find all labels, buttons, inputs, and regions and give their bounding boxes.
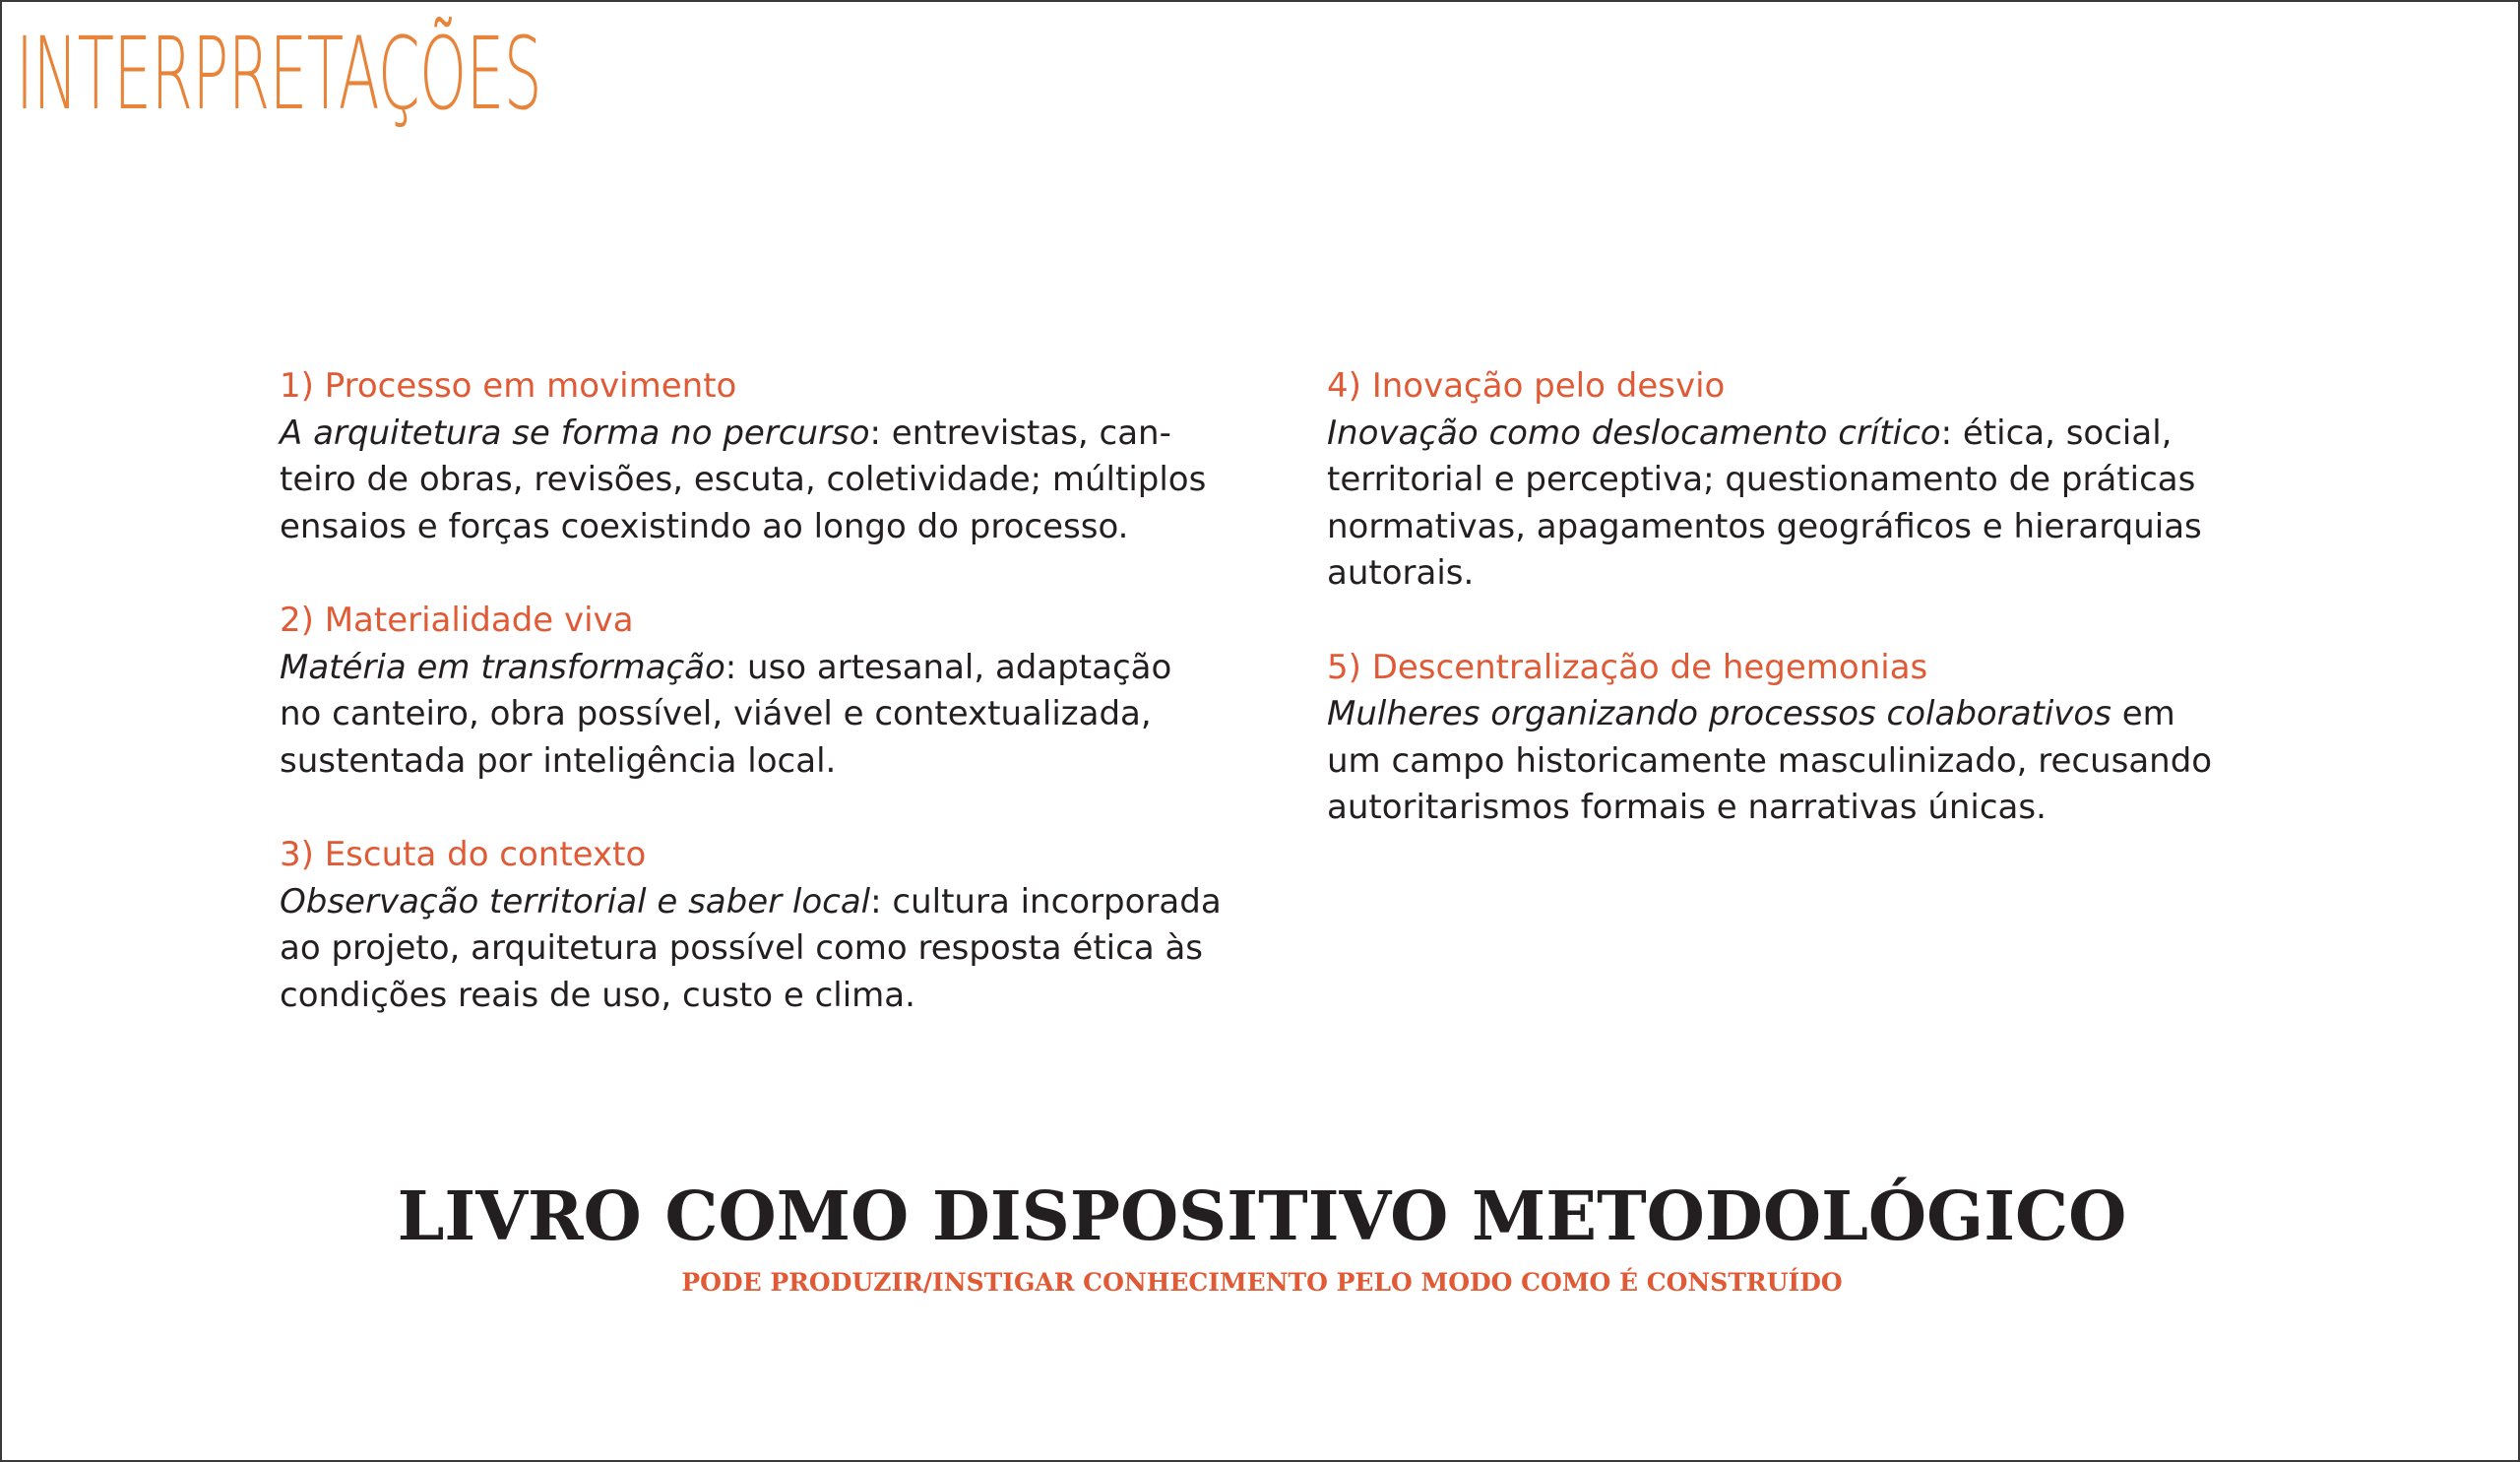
interpretation-text: : ética, social, bbox=[1940, 413, 2173, 453]
interpretation-item bbox=[1327, 645, 2292, 832]
interpretation-item bbox=[280, 598, 1244, 785]
interpretation-line bbox=[1327, 411, 2292, 458]
interpretation-item bbox=[1327, 363, 2292, 598]
interpretations-right-column bbox=[1327, 363, 2292, 879]
interpretation-text: em bbox=[2110, 694, 2175, 733]
interpretation-line: teiro de obras, revisões, escuta, coletividade; múltiplos bbox=[280, 460, 1207, 499]
interpretation-lead: A arquitetura se forma no percurso bbox=[280, 413, 870, 453]
page-title: INTERPRETAÇÕES bbox=[16, 16, 541, 133]
footer-title: LIVRO COMO DISPOSITIVO METODOLÓGICO bbox=[397, 1177, 2127, 1256]
interpretation-line: sustentada por inteligência local. bbox=[280, 740, 837, 781]
interpretation-item bbox=[280, 832, 1244, 1019]
interpretation-lead: Observação territorial e saber local bbox=[280, 881, 871, 922]
interpretation-heading: 1) Processo em movimento bbox=[280, 366, 737, 406]
interpretation-lead: Matéria em transformação bbox=[280, 647, 725, 687]
interpretation-lead: Mulheres organizando processos colaborativos bbox=[1327, 694, 2111, 733]
interpretation-heading: 3) Escuta do contexto bbox=[280, 835, 647, 874]
interpretation-text: : uso artesanal, adaptação bbox=[724, 647, 1172, 687]
interpretations-left-column bbox=[280, 363, 1244, 1066]
interpretation-item bbox=[280, 363, 1244, 550]
interpretation-text: : cultura incorporada bbox=[870, 881, 1222, 922]
interpretation-line: autoritarismos formais e narrativas únicas. bbox=[1327, 788, 2047, 827]
interpretation-heading: 4) Inovação pelo desvio bbox=[1327, 366, 1726, 406]
interpretation-text: : entrevistas, can- bbox=[869, 413, 1171, 453]
interpretation-line bbox=[280, 879, 1244, 926]
interpretation-line: normativas, apagamentos geográficos e hierarquias bbox=[1327, 506, 2202, 546]
interpretation-line bbox=[280, 645, 1244, 692]
interpretation-line: ensaios e forças coexistindo ao longo do processo. bbox=[280, 506, 1129, 546]
interpretation-heading: 2) Materialidade viva bbox=[280, 601, 634, 640]
interpretation-line: um campo historicamente masculinizado, recusando bbox=[1327, 740, 2213, 781]
interpretation-line bbox=[1327, 691, 2292, 738]
interpretation-line: ao projeto, arquitetura possível como resposta ética às bbox=[280, 928, 1204, 968]
interpretation-line: no canteiro, obra possível, viável e contextualizada, bbox=[280, 694, 1152, 733]
interpretation-lead: Inovação como deslocamento crítico bbox=[1327, 413, 1941, 453]
interpretation-line: condições reais de uso, custo e clima. bbox=[280, 975, 915, 1015]
interpretation-line: autorais. bbox=[1327, 553, 1475, 593]
interpretation-heading: 5) Descentralização de hegemonias bbox=[1327, 647, 1928, 687]
interpretation-line: territorial e perceptiva; questionamento de práticas bbox=[1327, 460, 2196, 499]
interpretation-line bbox=[280, 411, 1244, 458]
footer-subtitle: PODE PRODUZIR/INSTIGAR CONHECIMENTO PELO MODO COMO É CONSTRUÍDO bbox=[681, 1268, 1843, 1297]
